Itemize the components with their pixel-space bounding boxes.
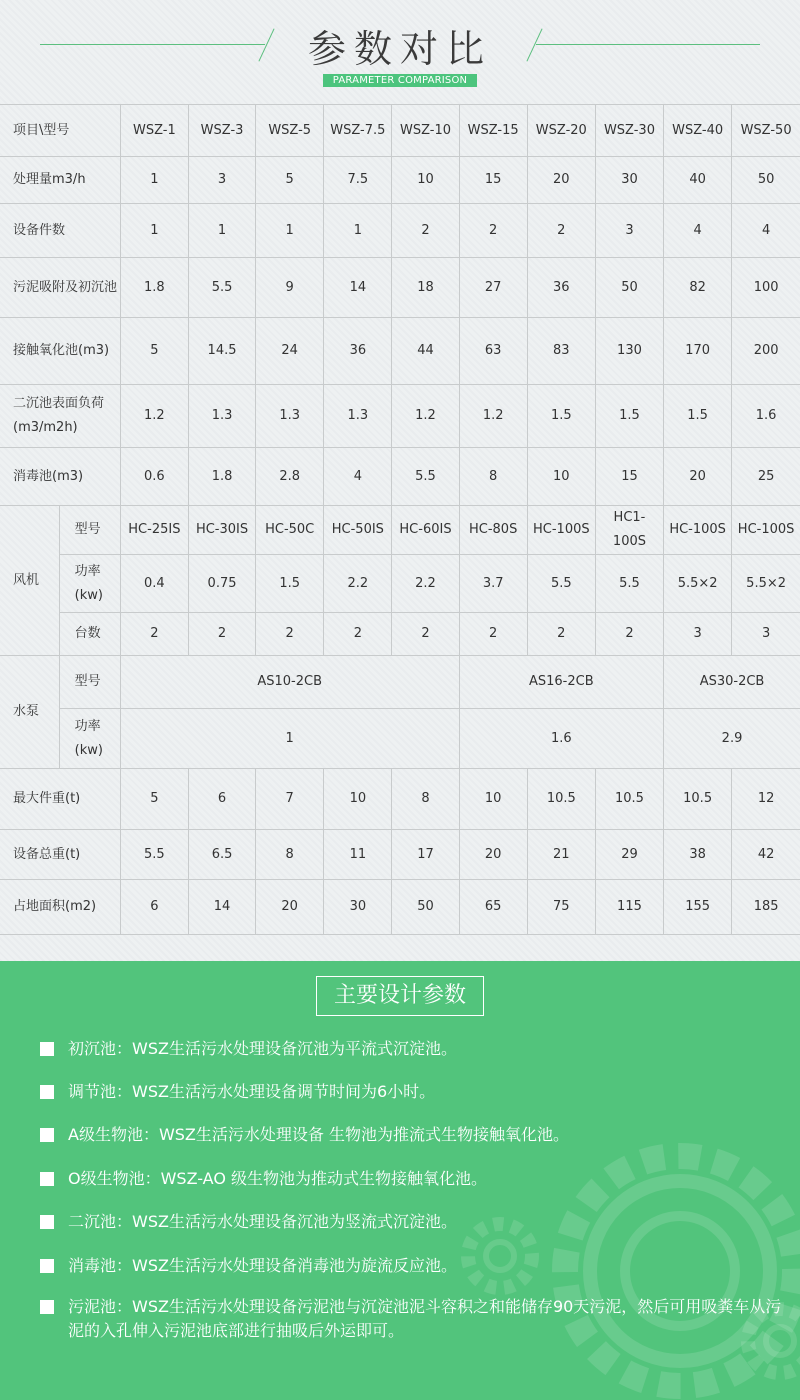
table-cell: 6.5: [188, 830, 255, 880]
parameter-table: [0, 104, 800, 935]
design-item-text: O级生物池：WSZ-AO 级生物池为推动式生物接触氧化池。: [68, 1169, 488, 1188]
table-cell: 12: [732, 769, 800, 830]
table-cell: 36: [527, 258, 595, 318]
design-item: [40, 1167, 785, 1191]
table-header-row: [0, 105, 800, 157]
model-header: WSZ-20: [527, 105, 595, 157]
design-item-text: 消毒池：WSZ生活污水处理设备消毒池为旋流反应池。: [68, 1256, 457, 1275]
table-row: [0, 656, 800, 709]
table-cell: 2.2: [392, 555, 459, 613]
design-item-text: 污泥池：WSZ生活污水处理设备污泥池与沉淀池泥斗容积之和能储存90天污泥，然后可用吸粪车从污泥的入孔伸入污泥池底部进行抽吸后外运即可。: [68, 1297, 782, 1340]
design-title: 主要设计参数: [316, 976, 484, 1016]
table-row: [0, 555, 800, 613]
page-subtitle: PARAMETER COMPARISON: [323, 74, 477, 87]
table-cell: 11: [324, 830, 392, 880]
table-cell: 1.3: [324, 385, 392, 448]
fan-sub-label: 台数: [59, 613, 120, 656]
table-row: [0, 385, 800, 448]
table-cell: 15: [595, 448, 663, 506]
table-cell: 1: [120, 204, 188, 258]
fan-sub-label: 功率(kw): [59, 555, 120, 613]
table-cell: 20: [664, 448, 732, 506]
page-title: 参数对比: [307, 27, 492, 71]
table-cell: 24: [256, 318, 324, 385]
table-cell: 14: [324, 258, 392, 318]
table-cell: 5: [256, 157, 324, 204]
pump-group-label: 水泵: [0, 656, 59, 769]
design-item: [40, 1123, 785, 1147]
table-cell: HC-50IS: [324, 506, 392, 555]
row-label: 处理量m3/h: [0, 157, 120, 204]
model-header: WSZ-50: [732, 105, 800, 157]
row-label: 接触氧化池(m3): [0, 318, 120, 385]
model-header: WSZ-7.5: [324, 105, 392, 157]
table-cell: HC1-100S: [595, 506, 663, 555]
table-row: [0, 318, 800, 385]
model-header: WSZ-10: [392, 105, 459, 157]
table-cell: 1: [256, 204, 324, 258]
design-item: [40, 1037, 785, 1061]
table-cell: 5.5: [527, 555, 595, 613]
table-cell: 3: [595, 204, 663, 258]
table-cell: 185: [732, 880, 800, 935]
bullet-square-icon: [40, 1215, 54, 1229]
table-cell: 5: [120, 318, 188, 385]
table-cell: HC-100S: [732, 506, 800, 555]
table-cell: 2: [459, 613, 527, 656]
table-cell: 5.5: [595, 555, 663, 613]
bullet-square-icon: [40, 1042, 54, 1056]
table-cell: HC-30IS: [188, 506, 255, 555]
table-cell: HC-100S: [527, 506, 595, 555]
table-cell: 115: [595, 880, 663, 935]
design-item: [40, 1295, 785, 1343]
table-row: [0, 448, 800, 506]
table-cell: 1.3: [188, 385, 255, 448]
table-cell: 25: [732, 448, 800, 506]
table-cell: 36: [324, 318, 392, 385]
table-row: [0, 709, 800, 769]
table-cell: 1: [188, 204, 255, 258]
row-label: 最大件重(t): [0, 769, 120, 830]
table-cell: 0.75: [188, 555, 255, 613]
table-cell: 10.5: [595, 769, 663, 830]
table-cell: 2: [459, 204, 527, 258]
table-cell: 15: [459, 157, 527, 204]
table-cell: 130: [595, 318, 663, 385]
pump-model: AS10-2CB: [120, 656, 459, 709]
table-cell: 5.5: [120, 830, 188, 880]
design-item: [40, 1210, 785, 1234]
table-cell: 65: [459, 880, 527, 935]
bullet-square-icon: [40, 1300, 54, 1314]
table-cell: 42: [732, 830, 800, 880]
design-item-text: 初沉池：WSZ生活污水处理设备沉池为平流式沉淀池。: [68, 1039, 457, 1058]
table-cell: 14: [188, 880, 255, 935]
table-row: [0, 258, 800, 318]
table-cell: 9: [256, 258, 324, 318]
row-label: 污泥吸附及初沉池: [0, 258, 120, 318]
table-cell: 2: [120, 613, 188, 656]
table-cell: 3.7: [459, 555, 527, 613]
table-cell: 8: [392, 769, 459, 830]
bullet-square-icon: [40, 1128, 54, 1142]
table-cell: 1.5: [256, 555, 324, 613]
table-cell: 83: [527, 318, 595, 385]
model-header: WSZ-3: [188, 105, 255, 157]
table-cell: 1.5: [527, 385, 595, 448]
table-cell: 82: [664, 258, 732, 318]
table-cell: 20: [256, 880, 324, 935]
model-header: WSZ-1: [120, 105, 188, 157]
table-cell: 0.4: [120, 555, 188, 613]
table-row: [0, 204, 800, 258]
design-item: [40, 1080, 785, 1104]
table-cell: 29: [595, 830, 663, 880]
table-cell: 1.5: [664, 385, 732, 448]
table-cell: 14.5: [188, 318, 255, 385]
table-cell: 1.2: [459, 385, 527, 448]
bullet-square-icon: [40, 1085, 54, 1099]
model-header: WSZ-15: [459, 105, 527, 157]
row-label: 消毒池(m3): [0, 448, 120, 506]
table-cell: 3: [664, 613, 732, 656]
fan-group-label: 风机: [0, 506, 59, 656]
table-cell: 2: [392, 613, 459, 656]
table-cell: 5.5×2: [732, 555, 800, 613]
table-cell: 50: [732, 157, 800, 204]
table-cell: 30: [324, 880, 392, 935]
pump-power: 1.6: [459, 709, 663, 769]
row-label: 设备件数: [0, 204, 120, 258]
table-row: [0, 880, 800, 935]
pump-sub-label: 型号: [59, 656, 120, 709]
row-label: 二沉池表面负荷(m3/m2h): [0, 385, 120, 448]
pump-power: 1: [120, 709, 459, 769]
table-cell: 5.5: [392, 448, 459, 506]
table-row: [0, 830, 800, 880]
table-cell: 20: [527, 157, 595, 204]
model-header: WSZ-30: [595, 105, 663, 157]
table-cell: 27: [459, 258, 527, 318]
table-cell: 50: [595, 258, 663, 318]
table-cell: 3: [188, 157, 255, 204]
table-cell: 75: [527, 880, 595, 935]
table-cell: 2.8: [256, 448, 324, 506]
header-label: 项目\型号: [0, 105, 120, 157]
pump-sub-label: 功率(kw): [59, 709, 120, 769]
table-cell: 1.8: [120, 258, 188, 318]
table-cell: 40: [664, 157, 732, 204]
design-item-text: 二沉池：WSZ生活污水处理设备沉池为竖流式沉淀池。: [68, 1212, 457, 1231]
table-row: [0, 769, 800, 830]
table-cell: 4: [324, 448, 392, 506]
table-cell: HC-25IS: [120, 506, 188, 555]
bullet-square-icon: [40, 1259, 54, 1273]
table-row: [0, 613, 800, 656]
table-row: [0, 506, 800, 555]
pump-power: 2.9: [664, 709, 800, 769]
table-cell: 1.3: [256, 385, 324, 448]
row-label: 占地面积(m2): [0, 880, 120, 935]
table-cell: 100: [732, 258, 800, 318]
table-cell: HC-60IS: [392, 506, 459, 555]
table-cell: 1.2: [120, 385, 188, 448]
model-header: WSZ-40: [664, 105, 732, 157]
table-cell: 17: [392, 830, 459, 880]
design-item: [40, 1254, 785, 1278]
table-cell: 8: [459, 448, 527, 506]
fan-sub-label: 型号: [59, 506, 120, 555]
bullet-square-icon: [40, 1172, 54, 1186]
table-cell: 5.5: [188, 258, 255, 318]
table-cell: 21: [527, 830, 595, 880]
table-cell: 1.8: [188, 448, 255, 506]
table-cell: 2: [188, 613, 255, 656]
table-cell: 2: [392, 204, 459, 258]
table-cell: 2: [256, 613, 324, 656]
model-header: WSZ-5: [256, 105, 324, 157]
pump-model: AS30-2CB: [664, 656, 800, 709]
table-cell: 3: [732, 613, 800, 656]
table-cell: 1.5: [595, 385, 663, 448]
table-cell: 10: [459, 769, 527, 830]
table-cell: 10: [324, 769, 392, 830]
table-cell: 20: [459, 830, 527, 880]
table-cell: 6: [188, 769, 255, 830]
table-cell: 7: [256, 769, 324, 830]
row-label: 设备总重(t): [0, 830, 120, 880]
table-cell: HC-50C: [256, 506, 324, 555]
table-cell: 1.2: [392, 385, 459, 448]
table-cell: 5.5×2: [664, 555, 732, 613]
table-cell: 10.5: [664, 769, 732, 830]
table-cell: 5: [120, 769, 188, 830]
table-cell: 170: [664, 318, 732, 385]
table-cell: 200: [732, 318, 800, 385]
table-cell: 6: [120, 880, 188, 935]
table-cell: 7.5: [324, 157, 392, 204]
table-cell: 38: [664, 830, 732, 880]
table-cell: 50: [392, 880, 459, 935]
design-item-text: 调节池：WSZ生活污水处理设备调节时间为6小时。: [68, 1082, 436, 1101]
table-cell: 44: [392, 318, 459, 385]
table-cell: 2.2: [324, 555, 392, 613]
table-cell: HC-100S: [664, 506, 732, 555]
pump-model: AS16-2CB: [459, 656, 663, 709]
design-section: [0, 961, 800, 1400]
table-cell: 155: [664, 880, 732, 935]
table-cell: 1.6: [732, 385, 800, 448]
table-cell: 18: [392, 258, 459, 318]
table-cell: 10: [527, 448, 595, 506]
table-cell: 2: [324, 613, 392, 656]
table-cell: 1: [324, 204, 392, 258]
table-row: [0, 157, 800, 204]
table-cell: HC-80S: [459, 506, 527, 555]
table-cell: 2: [527, 204, 595, 258]
table-cell: 0.6: [120, 448, 188, 506]
table-cell: 4: [732, 204, 800, 258]
table-cell: 2: [595, 613, 663, 656]
design-item-text: A级生物池：WSZ生活污水处理设备 生物池为推流式生物接触氧化池。: [68, 1125, 569, 1144]
table-cell: 10: [392, 157, 459, 204]
table-cell: 63: [459, 318, 527, 385]
table-cell: 10.5: [527, 769, 595, 830]
table-cell: 1: [120, 157, 188, 204]
table-cell: 30: [595, 157, 663, 204]
table-cell: 2: [527, 613, 595, 656]
table-cell: 8: [256, 830, 324, 880]
table-cell: 4: [664, 204, 732, 258]
